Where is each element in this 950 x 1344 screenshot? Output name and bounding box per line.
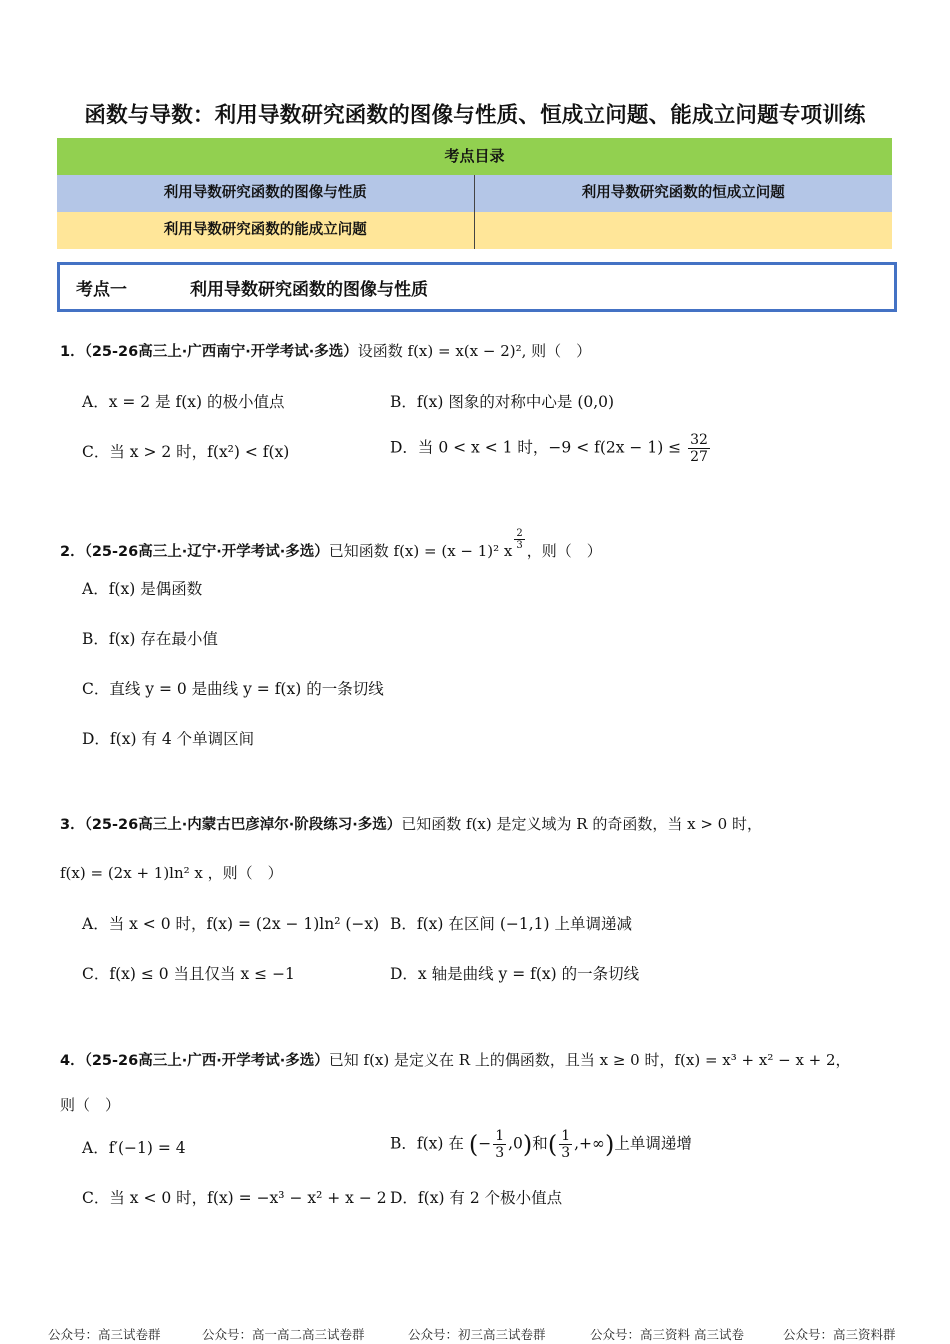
question-1-stem [60, 340, 591, 361]
question-4-option-b-mid: 和 [532, 1134, 548, 1153]
question-4-source: 4．（25-26高三上·广西·开学考试·多选） [60, 1053, 329, 1069]
question-4-option-b-fraction-1: $\frac{1}{3}$ [495, 1128, 505, 1161]
toc-header: 考点目录 [57, 138, 892, 175]
question-4-stem-line2: 则（ ） [60, 1096, 121, 1114]
question-2-text: 已知函数 f(x) = (x − 1)² x [328, 542, 513, 560]
toc-item-always-true[interactable]: 利用导数研究函数的恒成立问题 [581, 185, 785, 201]
question-1-option-a: A．x = 2 是 f(x) 的极小值点 [82, 393, 285, 411]
question-4-text: 已知 f(x) 是定义在 R 上的偶函数，且当 x ≥ 0 时，f(x) = x³ + x² − x + 2， [328, 1051, 851, 1069]
section-header [57, 262, 897, 312]
question-1-option-c: C．当 x > 2 时，f(x²) < f(x) [82, 443, 290, 461]
question-4-option-c: C．当 x < 0 时，f(x) = −x³ − x² + x − 2 [82, 1189, 387, 1207]
question-3-option-c: C．f(x) ≤ 0 当且仅当 x ≤ −1 [82, 965, 295, 983]
section-number: 考点一 [76, 280, 127, 300]
toc-item-empty [475, 212, 893, 249]
toc-item-graph-properties[interactable]: 利用导数研究函数的图像与性质 [57, 175, 475, 212]
question-4-option-d: D．f(x) 有 2 个极小值点 [390, 1189, 563, 1207]
question-3-text: 已知函数 f(x) 是定义域为 R 的奇函数，当 x > 0 时， [401, 815, 762, 833]
toc-table [57, 138, 892, 249]
question-1-option-b: B．f(x) 图象的对称中心是 (0,0) [390, 393, 615, 411]
question-3-stem [60, 813, 762, 834]
question-1-source: 1．（25-26高三上·广西南宁·开学考试·多选） [60, 344, 358, 360]
page-title: 函数与导数：利用导数研究函数的图像与性质、恒成立问题、能成立问题专项训练 [84, 103, 866, 128]
question-3-source: 3．（25-26高三上·内蒙古巴彦淖尔·阶段练习·多选） [60, 817, 402, 833]
question-3-option-b: B．f(x) 在区间 (−1,1) 上单调递减 [390, 915, 632, 933]
question-3-option-a: A．当 x < 0 时，f(x) = (2x − 1)ln² (−x) [82, 915, 380, 933]
question-4-option-b-end: 上单调递增 [614, 1134, 692, 1153]
question-3-option-d: D．x 轴是曲线 y = f(x) 的一条切线 [390, 965, 640, 983]
question-2-option-a: A．f(x) 是偶函数 [82, 580, 203, 598]
toc-row-1 [57, 175, 892, 212]
question-4-option-b: B．f(x) 在 (− $\frac{1}{3}$ ,0)和( $\frac{1}{3}$ ,+∞)上单调递增 [390, 1128, 692, 1161]
toc-row-2 [57, 212, 892, 249]
footer-item-3: 公众号：初三高三试卷群 [408, 1327, 546, 1342]
footer-item-4: 公众号：高三资料 高三试卷 [590, 1327, 744, 1342]
question-4-option-b-fraction-2: $\frac{1}{3}$ [561, 1128, 571, 1161]
question-2-source: 2．（25-26高三上·辽宁·开学考试·多选） [60, 544, 329, 560]
question-1-option-d [390, 432, 712, 465]
question-2-option-d: D．f(x) 有 4 个单调区间 [82, 730, 255, 748]
question-4-option-a: A．f′(−1) = 4 [82, 1139, 186, 1157]
question-4-stem [60, 1049, 851, 1070]
question-1-option-d-fraction: $\frac{32}{27}$ [690, 432, 708, 465]
section-title: 利用导数研究函数的图像与性质 [190, 280, 428, 300]
question-4-option-b-text: B．f(x) 在 [390, 1134, 464, 1153]
toc-item-can-hold[interactable]: 利用导数研究函数的能成立问题 [57, 212, 475, 249]
question-2-exponent: $\frac{2}{3}$ [516, 528, 523, 551]
footer-item-2: 公众号：高一高二高三试卷群 [202, 1327, 365, 1342]
footer-item-1: 公众号：高三试卷群 [48, 1327, 161, 1342]
question-3-stem-line2: f(x) = (2x + 1)ln² x ，则（ ） [60, 864, 283, 882]
question-2-option-b: B．f(x) 存在最小值 [82, 630, 218, 648]
footer-item-5: 公众号：高三资料群 [783, 1327, 896, 1342]
question-2-stem [60, 528, 602, 561]
question-1-text: 设函数 f(x) = x(x − 2)², 则（ ） [357, 342, 592, 360]
question-1-option-d-text: D．当 0 < x < 1 时，−9 < f(2x − 1) ≤ [390, 438, 682, 457]
question-2-text-end: ，则（ ） [526, 542, 602, 560]
question-2-option-c: C．直线 y = 0 是曲线 y = f(x) 的一条切线 [82, 680, 384, 698]
